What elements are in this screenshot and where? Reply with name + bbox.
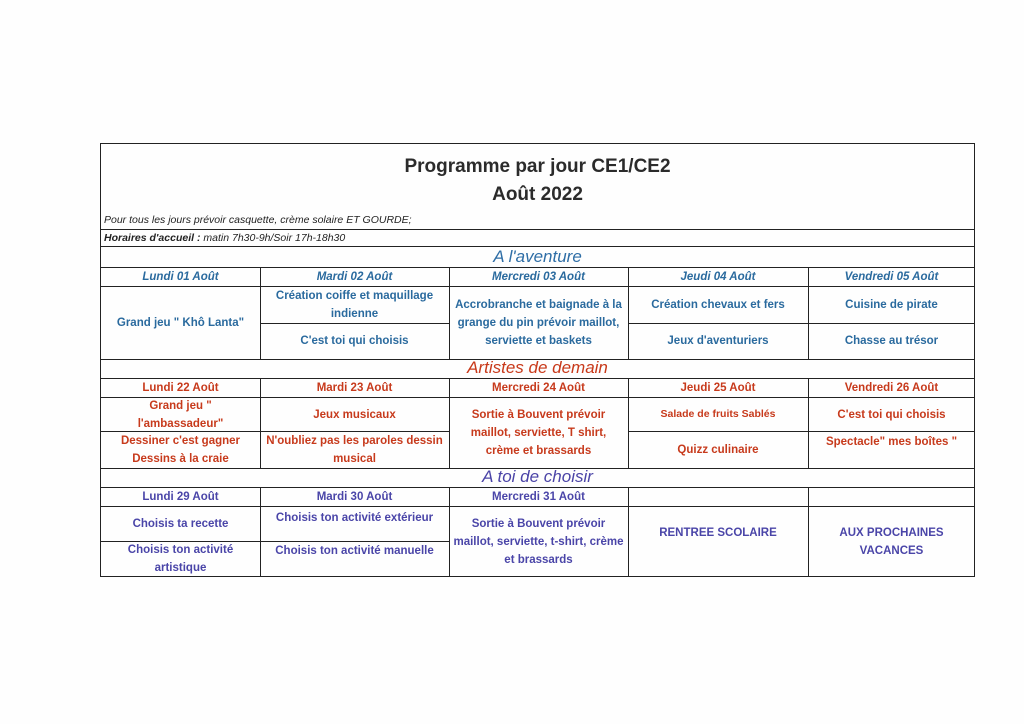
column-divider bbox=[449, 378, 450, 468]
programme-month: Août 2022 bbox=[492, 184, 583, 205]
hours-label: Horaires d'accueil : bbox=[104, 232, 201, 244]
activity-cell: Sortie à Bouvent prévoir maillot, serviette, T shirt, crème et brassards bbox=[470, 409, 607, 457]
programme-table bbox=[100, 143, 975, 577]
activity-cell: Grand jeu " Khô Lanta" bbox=[116, 317, 245, 329]
activity-cell: Chasse au trésor bbox=[844, 335, 939, 347]
column-divider bbox=[628, 487, 629, 577]
day-header: Mardi 23 Août bbox=[316, 382, 393, 394]
column-divider bbox=[260, 378, 261, 468]
column-divider bbox=[808, 378, 809, 468]
activity-cell: C'est toi qui choisis bbox=[837, 408, 946, 421]
day-header: Jeudi 25 Août bbox=[680, 382, 756, 394]
column-divider bbox=[260, 487, 261, 577]
day-header: Mercredi 24 Août bbox=[492, 382, 585, 394]
column-divider bbox=[260, 267, 261, 359]
activity-cell: C'est toi qui choisis bbox=[300, 335, 409, 347]
activity-cell: Sortie à Bouvent prévoir maillot, serviette, t-shirt, crème et brassards bbox=[453, 518, 624, 566]
day-header: Mardi 02 Août bbox=[316, 271, 393, 283]
divider bbox=[628, 323, 975, 324]
day-header: Lundi 01 Août bbox=[142, 271, 219, 283]
activity-cell: Cuisine de pirate bbox=[845, 299, 938, 311]
activity-cell: Création coiffe et maquillage indienne bbox=[275, 290, 434, 320]
column-divider bbox=[808, 267, 809, 359]
activity-cell: Grand jeu " l'ambassadeur" bbox=[137, 399, 224, 430]
activity-cell: Spectacle" mes boîtes " bbox=[825, 436, 958, 448]
day-header: Mercredi 03 Août bbox=[492, 271, 585, 283]
hours-line bbox=[104, 232, 345, 244]
column-divider bbox=[449, 267, 450, 359]
day-header: Lundi 22 Août bbox=[142, 382, 219, 394]
day-header: Vendredi 26 Août bbox=[844, 382, 939, 394]
day-header: Mardi 30 Août bbox=[316, 491, 393, 503]
section-title-artistes: Artistes de demain bbox=[467, 358, 608, 377]
column-divider bbox=[628, 267, 629, 359]
day-header: Mercredi 31 Août bbox=[492, 491, 585, 503]
column-divider bbox=[808, 487, 809, 577]
day-header: Jeudi 04 Août bbox=[680, 271, 756, 283]
activity-cell: Choisis ton activité extérieur bbox=[275, 512, 434, 524]
activity-cell: Accrobranche et baignade à la grange du pin prévoir maillot, serviette et baskets bbox=[455, 299, 622, 347]
activity-cell: Choisis ton activité artistique bbox=[127, 544, 234, 574]
activity-cell: AUX PROCHAINES VACANCES bbox=[839, 527, 944, 557]
day-header bbox=[628, 488, 808, 506]
programme-title: Programme par jour CE1/CE2 bbox=[404, 156, 671, 177]
day-header: Lundi 29 Août bbox=[142, 491, 219, 503]
activity-cell: Jeux musicaux bbox=[313, 408, 396, 421]
divider bbox=[101, 541, 449, 542]
activity-cell: Création chevaux et fers bbox=[651, 299, 785, 311]
section-title-aventure: A l'aventure bbox=[493, 247, 582, 266]
day-header bbox=[808, 488, 975, 506]
divider bbox=[628, 431, 975, 432]
activity-cell: Dessiner c'est gagner Dessins à la craie bbox=[120, 434, 241, 465]
activity-cell: Quizz culinaire bbox=[677, 443, 759, 456]
column-divider bbox=[449, 487, 450, 577]
activity-cell: Jeux d'aventuriers bbox=[667, 335, 769, 347]
divider bbox=[101, 431, 449, 432]
divider bbox=[101, 229, 974, 230]
section-title-choisir: A toi de choisir bbox=[482, 467, 593, 486]
hours-value: matin 7h30-9h/Soir 17h-18h30 bbox=[200, 232, 346, 244]
general-note: Pour tous les jours prévoir casquette, crème solaire ET GOURDE; bbox=[104, 214, 412, 226]
activity-cell: Choisis ta recette bbox=[132, 518, 229, 530]
activity-cell: RENTREE SCOLAIRE bbox=[659, 527, 777, 539]
column-divider bbox=[628, 378, 629, 468]
divider bbox=[260, 323, 449, 324]
activity-cell: Salade de fruits Sablés bbox=[660, 408, 776, 420]
activity-cell: Choisis ton activité manuelle bbox=[275, 545, 434, 557]
day-header: Vendredi 05 Août bbox=[844, 271, 939, 283]
activity-cell: N'oubliez pas les paroles dessin musical bbox=[266, 434, 443, 465]
